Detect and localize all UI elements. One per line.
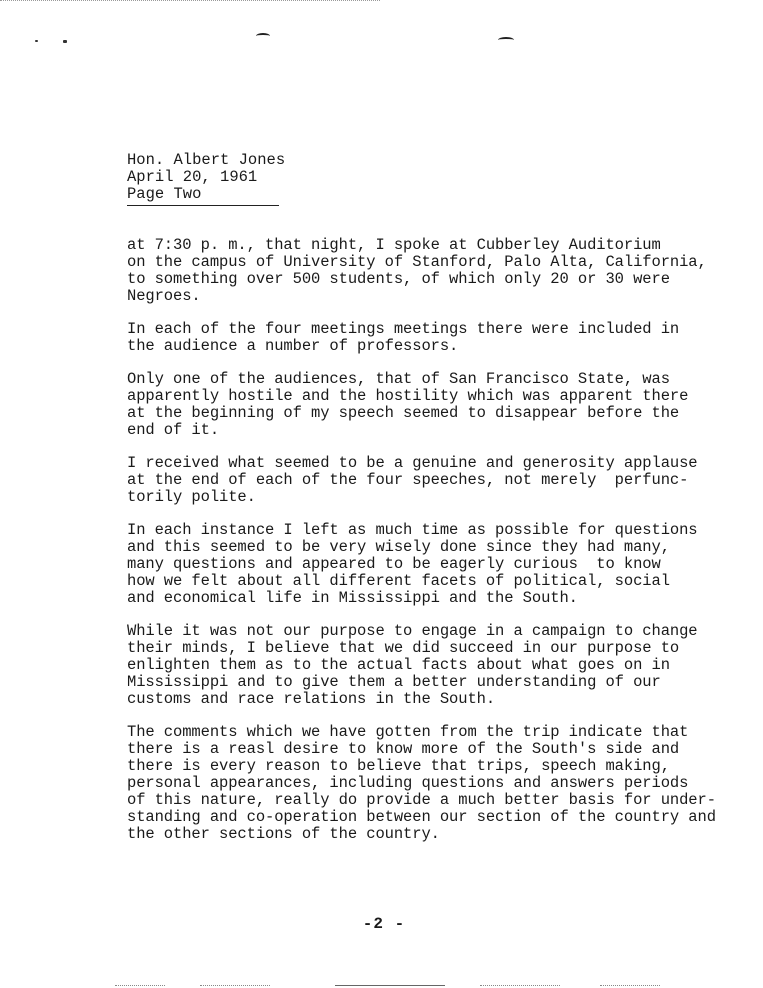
paragraph: [127, 321, 747, 355]
scan-speck: [35, 40, 38, 42]
letter-body: [127, 237, 747, 859]
text-line: on the campus of University of Stanford, Palo Alta, California,: [127, 253, 707, 271]
text-line: there is a reasl desire to know more of the South's side and: [127, 740, 680, 758]
bottom-edge-dotted-line: [600, 985, 660, 986]
bottom-edge-dotted-line: [480, 985, 560, 986]
paragraph: [127, 522, 747, 607]
text-line: of this nature, really do provide a much better basis for under-: [127, 791, 716, 809]
header-underline: [127, 205, 279, 206]
text-line: and economical life in Mississippi and the South.: [127, 589, 578, 607]
text-line: at the end of each of the four speeches, not merely perfunc-: [127, 471, 689, 489]
text-line: I received what seemed to be a genuine and generosity applause: [127, 454, 698, 472]
scan-mark: [498, 37, 514, 43]
text-line: enlighten them as to the actual facts about what goes on in: [127, 656, 670, 674]
text-line: there is every reason to believe that trips, speech making,: [127, 757, 670, 775]
text-line: torily polite.: [127, 488, 256, 506]
text-line: personal appearances, including questions and answers periods: [127, 774, 689, 792]
bottom-edge-dotted-line: [115, 985, 165, 986]
paragraph: [127, 724, 747, 843]
scan-speck: [63, 40, 67, 43]
paragraph: [127, 237, 747, 305]
text-line: their minds, I believe that we did succeed in our purpose to: [127, 639, 680, 657]
text-line: Mississippi and to give them a better understanding of our: [127, 673, 661, 691]
text-line: Negroes.: [127, 287, 201, 305]
text-line: end of it.: [127, 421, 220, 439]
page-number: -2 -: [362, 915, 406, 933]
letter-date: April 20, 1961: [127, 168, 258, 186]
page-label: Page Two: [127, 185, 202, 203]
text-line: Only one of the audiences, that of San Francisco State, was: [127, 370, 670, 388]
paragraph: [127, 455, 747, 506]
text-line: at the beginning of my speech seemed to disappear before the: [127, 404, 680, 422]
text-line: many questions and appeared to be eagerly curious to know: [127, 555, 661, 573]
text-line: While it was not our purpose to engage in a campaign to change: [127, 622, 698, 640]
text-line: to something over 500 students, of which only 20 or 30 were: [127, 270, 670, 288]
text-line: apparently hostile and the hostility which was apparent there: [127, 387, 689, 405]
text-line: In each instance I left as much time as possible for questions: [127, 521, 698, 539]
bottom-edge-dotted-line: [200, 985, 270, 986]
text-line: In each of the four meetings meetings there were included in: [127, 320, 680, 338]
paragraph: [127, 623, 747, 708]
text-line: the other sections of the country.: [127, 825, 440, 843]
top-edge-dotted-line: [0, 0, 380, 1]
paragraph: [127, 371, 747, 439]
bottom-edge-dotted-line: [335, 985, 445, 986]
text-line: The comments which we have gotten from the trip indicate that: [127, 723, 689, 741]
letter-header: [127, 152, 285, 203]
scan-mark: [256, 33, 270, 39]
recipient-name: Hon. Albert Jones: [127, 151, 286, 169]
text-line: and this seemed to be very wisely done since they had many,: [127, 538, 670, 556]
text-line: how we felt about all different facets of political, social: [127, 572, 670, 590]
text-line: the audience a number of professors.: [127, 337, 459, 355]
text-line: customs and race relations in the South.: [127, 690, 496, 708]
text-line: at 7:30 p. m., that night, I spoke at Cubberley Auditorium: [127, 236, 661, 254]
text-line: standing and co-operation between our section of the country and: [127, 808, 716, 826]
